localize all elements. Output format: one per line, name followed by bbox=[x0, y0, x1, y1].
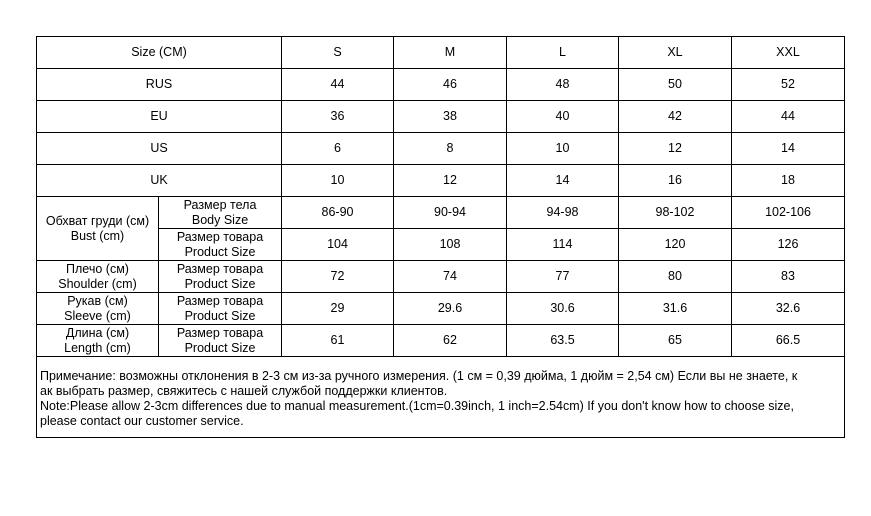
cell: 29 bbox=[282, 293, 394, 325]
cell: 16 bbox=[619, 165, 732, 197]
cell: 32.6 bbox=[732, 293, 845, 325]
cell: 14 bbox=[732, 133, 845, 165]
cell: 126 bbox=[732, 229, 845, 261]
product-size-label: Размер товара Product Size bbox=[159, 325, 282, 357]
cell: 61 bbox=[282, 325, 394, 357]
product-size-label: Размер товара Product Size bbox=[159, 293, 282, 325]
cell: 46 bbox=[394, 69, 507, 101]
bust-label: Обхват груди (см) Bust (cm) bbox=[37, 197, 159, 261]
cell: 52 bbox=[732, 69, 845, 101]
row-uk bbox=[37, 165, 845, 197]
size-xl: XL bbox=[619, 37, 732, 69]
cell: 108 bbox=[394, 229, 507, 261]
cell: 44 bbox=[282, 69, 394, 101]
size-m: M bbox=[394, 37, 507, 69]
cell: 44 bbox=[732, 101, 845, 133]
size-label: Size (CM) bbox=[37, 37, 282, 69]
cell: 50 bbox=[619, 69, 732, 101]
cell: 30.6 bbox=[507, 293, 619, 325]
cell: 12 bbox=[394, 165, 507, 197]
cell: 63.5 bbox=[507, 325, 619, 357]
cell: 94-98 bbox=[507, 197, 619, 229]
cell: 14 bbox=[507, 165, 619, 197]
cell: 31.6 bbox=[619, 293, 732, 325]
cell: 48 bbox=[507, 69, 619, 101]
row-length bbox=[37, 325, 845, 357]
sleeve-label: Рукав (см) Sleeve (cm) bbox=[37, 293, 159, 325]
row-eu bbox=[37, 101, 845, 133]
cell: 77 bbox=[507, 261, 619, 293]
size-l: L bbox=[507, 37, 619, 69]
cell: 104 bbox=[282, 229, 394, 261]
size-chart-table bbox=[36, 36, 845, 438]
cell: 90-94 bbox=[394, 197, 507, 229]
cell: 72 bbox=[282, 261, 394, 293]
row-sleeve bbox=[37, 293, 845, 325]
cell: 36 bbox=[282, 101, 394, 133]
cell: 38 bbox=[394, 101, 507, 133]
product-size-label: Размер товара Product Size bbox=[159, 229, 282, 261]
length-label: Длина (см) Length (cm) bbox=[37, 325, 159, 357]
row-rus bbox=[37, 69, 845, 101]
cell: 66.5 bbox=[732, 325, 845, 357]
cell: 10 bbox=[507, 133, 619, 165]
cell: 8 bbox=[394, 133, 507, 165]
cell: 18 bbox=[732, 165, 845, 197]
body-size-label: Размер тела Body Size bbox=[159, 197, 282, 229]
cell: 80 bbox=[619, 261, 732, 293]
note-row bbox=[37, 357, 845, 438]
cell: 98-102 bbox=[619, 197, 732, 229]
cell: 74 bbox=[394, 261, 507, 293]
row-label: RUS bbox=[37, 69, 282, 101]
cell: 62 bbox=[394, 325, 507, 357]
size-s: S bbox=[282, 37, 394, 69]
row-bust-body bbox=[37, 197, 845, 229]
cell: 42 bbox=[619, 101, 732, 133]
row-label: UK bbox=[37, 165, 282, 197]
cell: 102-106 bbox=[732, 197, 845, 229]
row-label: EU bbox=[37, 101, 282, 133]
cell: 10 bbox=[282, 165, 394, 197]
cell: 12 bbox=[619, 133, 732, 165]
measurement-note: Примечание: возможны отклонения в 2-3 см из-за ручного измерения. (1 см = 0,39 дюйма, 1 дюйм = 2,54 см) Если вы не знаете, к ак выбрать размер, свяжитесь с нашей службой поддержки клиентов. Note:Please allow 2-3cm differences due to manual measurement.(1cm=0.39inch, 1 inch=2.54cm) If you don't know how to choose size, please contact our customer service. bbox=[37, 357, 845, 438]
cell: 83 bbox=[732, 261, 845, 293]
cell: 65 bbox=[619, 325, 732, 357]
product-size-label: Размер товара Product Size bbox=[159, 261, 282, 293]
size-xxl: XXL bbox=[732, 37, 845, 69]
cell: 29.6 bbox=[394, 293, 507, 325]
cell: 40 bbox=[507, 101, 619, 133]
cell: 120 bbox=[619, 229, 732, 261]
header-row bbox=[37, 37, 845, 69]
row-label: US bbox=[37, 133, 282, 165]
row-us bbox=[37, 133, 845, 165]
row-shoulder bbox=[37, 261, 845, 293]
shoulder-label: Плечо (см) Shoulder (cm) bbox=[37, 261, 159, 293]
cell: 6 bbox=[282, 133, 394, 165]
cell: 114 bbox=[507, 229, 619, 261]
row-bust-product bbox=[37, 229, 845, 261]
cell: 86-90 bbox=[282, 197, 394, 229]
